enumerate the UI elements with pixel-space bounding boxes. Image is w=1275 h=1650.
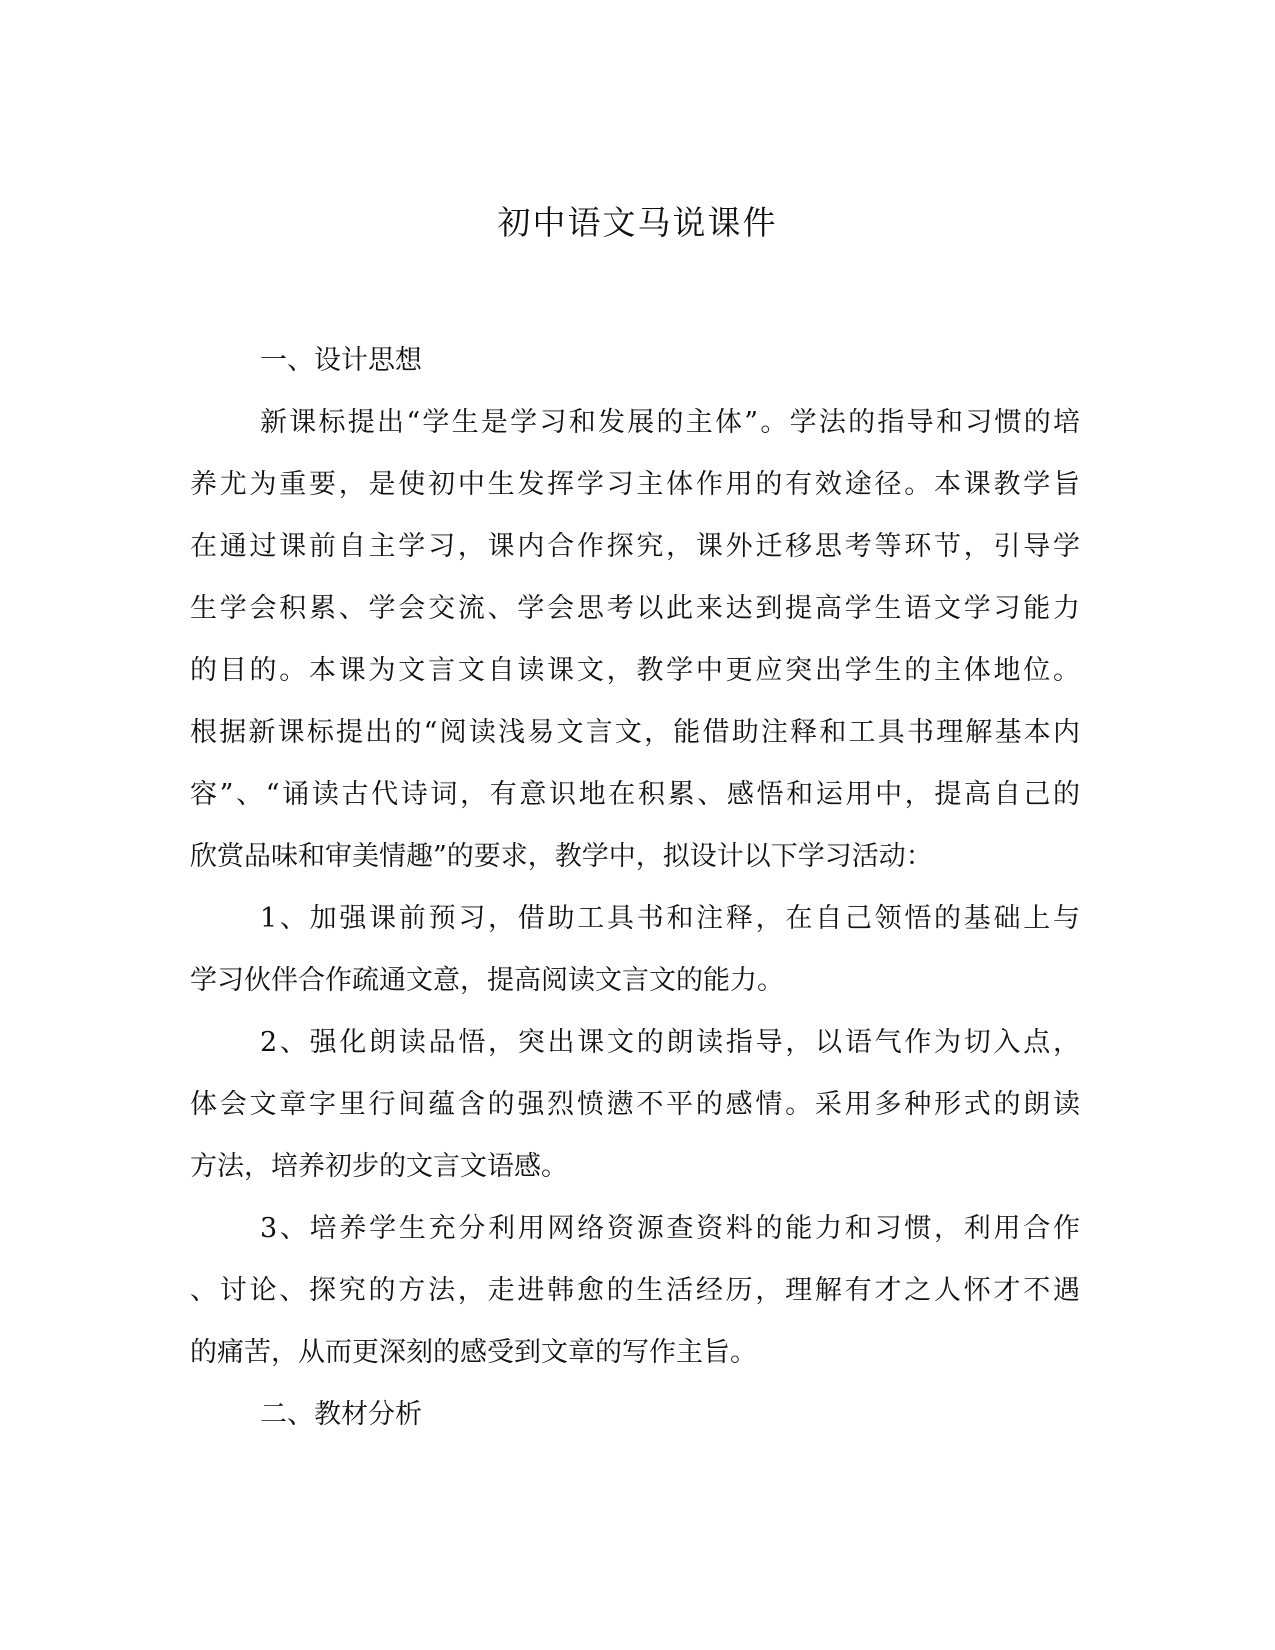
paragraph-line: 的目的。本课为文言文自读课文，教学中更应突出学生的主体地位。 <box>190 655 1080 686</box>
paragraph-line: 容”、“诵读古代诗词，有意识地在积累、感悟和运用中，提高自己的 <box>190 779 1080 810</box>
paragraph-line: 根据新课标提出的“阅读浅易文言文，能借助注释和工具书理解基本内 <box>190 717 1080 748</box>
document-body <box>190 330 1080 1446</box>
paragraph-line: 生学会积累、学会交流、学会思考以此来达到提高学生语文学习能力 <box>190 593 1080 624</box>
list-item-3-cont: 、讨论、探究的方法，走进韩愈的生活经历，理解有才之人怀才不遇 <box>190 1275 1080 1306</box>
paragraph-line: 养尤为重要，是使初中生发挥学习主体作用的有效途径。本课教学旨 <box>190 469 1080 500</box>
document-title: 初中语文马说课件 <box>497 203 778 242</box>
paragraph-line: 新课标提出“学生是学习和发展的主体”。学法的指导和习惯的培 <box>260 407 1080 438</box>
paragraph-line: 在通过课前自主学习，课内合作探究，课外迁移思考等环节，引导学 <box>190 531 1080 562</box>
list-item-1: 1、加强课前预习，借助工具书和注释，在自己领悟的基础上与 <box>260 903 1080 934</box>
list-item-3: 3、培养学生充分利用网络资源查资料的能力和习惯，利用合作 <box>260 1213 1080 1244</box>
section-heading-materials: 二、教材分析 <box>260 1399 422 1430</box>
list-item-1-cont: 学习伙伴合作疏通文意，提高阅读文言文的能力。 <box>190 965 784 996</box>
list-item-2-cont: 体会文章字里行间蕴含的强烈愤懑不平的感情。采用多种形式的朗读 <box>190 1089 1080 1120</box>
list-item-2-cont: 方法，培养初步的文言文语感。 <box>190 1151 568 1182</box>
list-item-3-cont: 的痛苦，从而更深刻的感受到文章的写作主旨。 <box>190 1337 757 1368</box>
list-item-2: 2、强化朗读品悟，突出课文的朗读指导，以语气作为切入点， <box>260 1027 1080 1058</box>
paragraph-line: 欣赏品味和审美情趣”的要求，教学中，拟设计以下学习活动： <box>190 841 933 872</box>
section-heading-design: 一、设计思想 <box>260 345 422 376</box>
